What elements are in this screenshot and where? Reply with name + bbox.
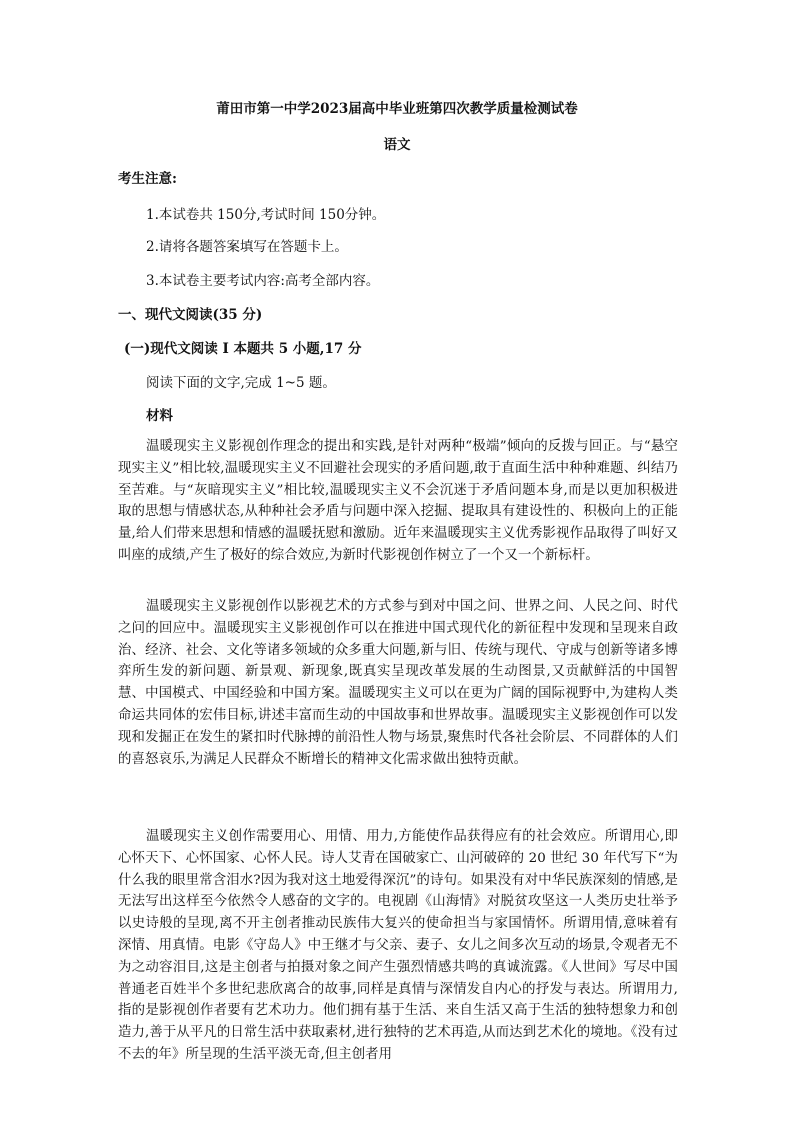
material-label: 材料 xyxy=(146,408,173,424)
notice-heading: 考生注意: xyxy=(118,171,177,187)
section-heading: 一、现代文阅读(35 分) xyxy=(118,307,263,323)
paragraph-1: 温暖现实主义影视创作理念的提出和实践,是针对两种“极端”倾向的反拨与回正。与“悬空现实主义”相比较,温暖现实主义不回避社会现实的矛盾问题,敢于直面生活中种种难题、纠结乃至苦难。与“灰暗现实主义”相比较,温暖现实主义不会沉迷于矛盾问题本身,而是以更加积极进取的思想与情感状态,从种种社会矛盾与问题中深入挖掘、提取具有建设性的、积极向上的正能量,给人们带来思想和情感的温暖抚慰和激励。近年来温暖现实主义优秀影视作品取得了叫好又叫座的成绩,产生了极好的综合效应,为新时代影视创作树立了一个又一个新标杆。 xyxy=(118,439,678,563)
notice-item-3: 3.本试卷主要考试内容:高考全部内容。 xyxy=(146,273,380,289)
exam-title: 莆田市第一中学2023届高中毕业班第四次教学质量检测试卷 xyxy=(216,101,578,117)
paragraph-3: 温暖现实主义创作需要用心、用情、用力,方能使作品获得应有的社会效应。所谓用心,即心怀天下、心怀国家、心怀人民。诗人艾青在国破家亡、山河破碎的 20 世纪 30 年代写下“为什么我的眼里常含泪水?因为我对这土地爱得深沉”的诗句。如果没有对中华民族深刻的情感,是无法写出这样至今依然令人感奋的文字的。电视剧《山海情》对脱贫攻坚这一人类历史壮举予以史诗般的呈现,离不开主创者推动民族伟大复兴的使命担当与家国情怀。所谓用情,意味着有深情、用真情。电影《守岛人》中王继才与父亲、妻子、女儿之间多次互动的场景,令观者无不为之动容泪目,这是主创者与拍摄对象之间产生强烈情感共鸣的真诚流露。《人世间》写尽中国普通老百姓半个多世纪悲欣离合的故事,同样是真情与深情发自内心的抒发与表达。所谓用力,指的是影视创作者要有艺术功力。他们拥有基于生活、来自生活又高于生活的独特想象力和创造力,善于从平凡的日常生活中获取素材,进行独特的艺术再造,从而达到艺术化的境地。《没有过不去的年》所呈现的生活平淡无奇,但主创者用 xyxy=(118,829,678,1062)
paragraph-2: 温暖现实主义影视创作以影视艺术的方式参与到对中国之问、世界之问、人民之问、时代之问的回应中。温暖现实主义影视创作可以在推进中国式现代化的新征程中发现和呈现来自政治、经济、社会、文化等诸多领域的众多重大问题,新与旧、传统与现代、守成与创新等诸多博弈所生发的新问题、新景观、新现象,既真实呈现改革发展的生动图景,又贡献鲜活的中国智慧、中国模式、中国经验和中国方案。温暖现实主义可以在更为广阔的国际视野中,为建构人类命运共同体的宏伟目标,讲述丰富而生动的中国故事和世界故事。温暖现实主义影视创作可以发现和发掘正在发生的紧扣时代脉搏的前沿性人物与场景,聚焦时代各社会阶层、不同群体的人们的喜怒哀乐,为满足人民群众不断增长的精神文化需求做出独特贡献。 xyxy=(118,599,678,767)
subject-title: 语文 xyxy=(383,137,411,153)
notice-item-1: 1.本试卷共 150分,考试时间 150分钟。 xyxy=(146,207,386,223)
notice-item-2: 2.请将各题答案填写在答题卡上。 xyxy=(146,239,348,255)
reading-instruction: 阅读下面的文字,完成 1~5 题。 xyxy=(146,375,336,391)
sub-section-heading: (一)现代文阅读 I 本题共 5 小题,17 分 xyxy=(124,341,362,357)
